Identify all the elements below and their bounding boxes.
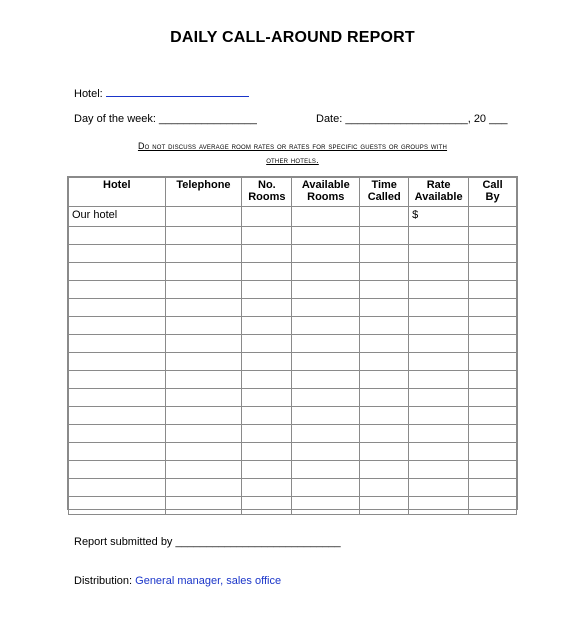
cell-available-rooms[interactable] bbox=[292, 425, 360, 443]
cell-time-called[interactable] bbox=[360, 335, 409, 353]
cell-available-rooms[interactable] bbox=[292, 263, 360, 281]
cell-telephone[interactable] bbox=[165, 263, 242, 281]
cell-no-rooms[interactable] bbox=[242, 389, 292, 407]
cell-rate-available[interactable] bbox=[409, 335, 469, 353]
cell-hotel[interactable] bbox=[69, 407, 166, 425]
cell-hotel[interactable] bbox=[69, 245, 166, 263]
cell-call-by[interactable] bbox=[469, 227, 517, 245]
table-row bbox=[69, 407, 517, 425]
distribution-value: General manager, sales office bbox=[135, 575, 282, 587]
cell-hotel[interactable] bbox=[69, 371, 166, 389]
cell-telephone[interactable] bbox=[165, 227, 242, 245]
cell-available-rooms[interactable] bbox=[292, 281, 360, 299]
cell-no-rooms[interactable] bbox=[242, 407, 292, 425]
cell-time-called[interactable] bbox=[360, 443, 409, 461]
cell-hotel[interactable] bbox=[69, 263, 166, 281]
hotel-label: Hotel: bbox=[74, 88, 103, 100]
cell-hotel[interactable]: Our hotel bbox=[69, 207, 166, 227]
cell-time-called[interactable] bbox=[360, 371, 409, 389]
cell-time-called[interactable] bbox=[360, 461, 409, 479]
cell-no-rooms[interactable] bbox=[242, 497, 292, 515]
cell-hotel[interactable] bbox=[69, 335, 166, 353]
call-around-table bbox=[68, 177, 517, 515]
cell-time-called[interactable] bbox=[360, 263, 409, 281]
header-time-called: Time Called bbox=[360, 178, 409, 207]
header-rate-available: Rate Available bbox=[409, 178, 469, 207]
cell-telephone[interactable] bbox=[165, 443, 242, 461]
cell-available-rooms[interactable] bbox=[292, 407, 360, 425]
cell-call-by[interactable] bbox=[469, 389, 517, 407]
cell-time-called[interactable] bbox=[360, 425, 409, 443]
day-of-week-field[interactable]: Day of the week: ________________ bbox=[74, 113, 257, 125]
table-row bbox=[69, 461, 517, 479]
header-no-rooms: No. Rooms bbox=[242, 178, 292, 207]
table-row bbox=[69, 497, 517, 515]
notice-line-1: Do not discuss average room rates or rates for specific guests or groups with bbox=[137, 141, 448, 151]
cell-no-rooms[interactable] bbox=[242, 479, 292, 497]
cell-hotel[interactable] bbox=[69, 479, 166, 497]
header-available-rooms: Available Rooms bbox=[292, 178, 360, 207]
cell-available-rooms[interactable] bbox=[292, 389, 360, 407]
cell-call-by[interactable] bbox=[469, 263, 517, 281]
table-row bbox=[69, 371, 517, 389]
cell-hotel[interactable] bbox=[69, 317, 166, 335]
cell-time-called[interactable] bbox=[360, 353, 409, 371]
date-field[interactable]: Date: ____________________, 20 ___ bbox=[316, 113, 508, 125]
cell-call-by[interactable] bbox=[469, 317, 517, 335]
cell-rate-available[interactable] bbox=[409, 227, 469, 245]
cell-time-called[interactable] bbox=[360, 317, 409, 335]
table-row bbox=[69, 245, 517, 263]
cell-call-by[interactable] bbox=[469, 299, 517, 317]
table-row bbox=[69, 317, 517, 335]
cell-telephone[interactable] bbox=[165, 371, 242, 389]
cell-time-called[interactable] bbox=[360, 299, 409, 317]
cell-rate-available[interactable] bbox=[409, 389, 469, 407]
cell-time-called[interactable] bbox=[360, 407, 409, 425]
cell-rate-available[interactable] bbox=[409, 299, 469, 317]
cell-no-rooms[interactable] bbox=[242, 353, 292, 371]
cell-time-called[interactable] bbox=[360, 245, 409, 263]
cell-call-by[interactable] bbox=[469, 443, 517, 461]
cell-no-rooms[interactable] bbox=[242, 207, 292, 227]
cell-call-by[interactable] bbox=[469, 497, 517, 515]
cell-telephone[interactable] bbox=[165, 497, 242, 515]
cell-telephone[interactable] bbox=[165, 425, 242, 443]
cell-no-rooms[interactable] bbox=[242, 335, 292, 353]
cell-call-by[interactable] bbox=[469, 207, 517, 227]
cell-no-rooms[interactable] bbox=[242, 443, 292, 461]
table-row bbox=[69, 389, 517, 407]
cell-telephone[interactable] bbox=[165, 245, 242, 263]
cell-rate-available[interactable] bbox=[409, 479, 469, 497]
hotel-blank-line[interactable] bbox=[106, 87, 249, 97]
cell-call-by[interactable] bbox=[469, 335, 517, 353]
cell-time-called[interactable] bbox=[360, 227, 409, 245]
cell-time-called[interactable] bbox=[360, 479, 409, 497]
cell-telephone[interactable] bbox=[165, 317, 242, 335]
cell-rate-available[interactable] bbox=[409, 353, 469, 371]
cell-hotel[interactable] bbox=[69, 353, 166, 371]
cell-call-by[interactable] bbox=[469, 245, 517, 263]
cell-telephone[interactable] bbox=[165, 207, 242, 227]
cell-hotel[interactable] bbox=[69, 281, 166, 299]
table-row bbox=[69, 299, 517, 317]
cell-no-rooms[interactable] bbox=[242, 317, 292, 335]
table-row bbox=[69, 281, 517, 299]
distribution-label: Distribution: bbox=[74, 575, 133, 587]
cell-rate-available[interactable] bbox=[409, 425, 469, 443]
cell-rate-available[interactable] bbox=[409, 263, 469, 281]
cell-telephone[interactable] bbox=[165, 389, 242, 407]
cell-available-rooms[interactable] bbox=[292, 479, 360, 497]
cell-available-rooms[interactable] bbox=[292, 461, 360, 479]
cell-telephone[interactable] bbox=[165, 299, 242, 317]
cell-no-rooms[interactable] bbox=[242, 227, 292, 245]
cell-available-rooms[interactable] bbox=[292, 317, 360, 335]
cell-no-rooms[interactable] bbox=[242, 263, 292, 281]
cell-call-by[interactable] bbox=[469, 353, 517, 371]
cell-time-called[interactable] bbox=[360, 497, 409, 515]
header-call-by: Call By bbox=[469, 178, 517, 207]
cell-hotel[interactable] bbox=[69, 227, 166, 245]
cell-hotel[interactable] bbox=[69, 461, 166, 479]
cell-no-rooms[interactable] bbox=[242, 245, 292, 263]
table-row bbox=[69, 207, 517, 227]
cell-available-rooms[interactable] bbox=[292, 227, 360, 245]
table-row bbox=[69, 353, 517, 371]
table-row bbox=[69, 335, 517, 353]
notice-line-2: other hotels. bbox=[266, 155, 319, 165]
header-telephone: Telephone bbox=[165, 178, 242, 207]
cell-rate-available[interactable]: $ bbox=[409, 207, 469, 227]
cell-available-rooms[interactable] bbox=[292, 497, 360, 515]
cell-hotel[interactable] bbox=[69, 443, 166, 461]
cell-call-by[interactable] bbox=[469, 425, 517, 443]
table-row bbox=[69, 443, 517, 461]
confidentiality-notice bbox=[60, 139, 525, 167]
cell-available-rooms[interactable] bbox=[292, 245, 360, 263]
distribution-row bbox=[74, 575, 281, 587]
cell-hotel[interactable] bbox=[69, 497, 166, 515]
cell-rate-available[interactable] bbox=[409, 443, 469, 461]
cell-no-rooms[interactable] bbox=[242, 461, 292, 479]
cell-rate-available[interactable] bbox=[409, 245, 469, 263]
cell-rate-available[interactable] bbox=[409, 461, 469, 479]
cell-call-by[interactable] bbox=[469, 371, 517, 389]
cell-hotel[interactable] bbox=[69, 299, 166, 317]
table-header-row bbox=[69, 178, 517, 207]
report-submitted-by-field[interactable]: Report submitted by ___________________________ bbox=[74, 536, 341, 548]
header-hotel: Hotel bbox=[69, 178, 166, 207]
cell-call-by[interactable] bbox=[469, 479, 517, 497]
cell-rate-available[interactable] bbox=[409, 317, 469, 335]
page-title: DAILY CALL-AROUND REPORT bbox=[170, 29, 415, 46]
cell-rate-available[interactable] bbox=[409, 407, 469, 425]
cell-no-rooms[interactable] bbox=[242, 371, 292, 389]
cell-available-rooms[interactable] bbox=[292, 207, 360, 227]
cell-telephone[interactable] bbox=[165, 479, 242, 497]
cell-no-rooms[interactable] bbox=[242, 425, 292, 443]
table-body bbox=[69, 207, 517, 515]
cell-call-by[interactable] bbox=[469, 281, 517, 299]
cell-hotel[interactable] bbox=[69, 425, 166, 443]
table-row bbox=[69, 263, 517, 281]
cell-call-by[interactable] bbox=[469, 461, 517, 479]
cell-telephone[interactable] bbox=[165, 407, 242, 425]
table-row bbox=[69, 425, 517, 443]
cell-available-rooms[interactable] bbox=[292, 443, 360, 461]
cell-rate-available[interactable] bbox=[409, 371, 469, 389]
cell-time-called[interactable] bbox=[360, 281, 409, 299]
cell-call-by[interactable] bbox=[469, 407, 517, 425]
cell-no-rooms[interactable] bbox=[242, 281, 292, 299]
cell-available-rooms[interactable] bbox=[292, 371, 360, 389]
cell-time-called[interactable] bbox=[360, 207, 409, 227]
cell-no-rooms[interactable] bbox=[242, 299, 292, 317]
table-row bbox=[69, 227, 517, 245]
cell-hotel[interactable] bbox=[69, 389, 166, 407]
cell-available-rooms[interactable] bbox=[292, 353, 360, 371]
hotel-field-row bbox=[74, 87, 249, 100]
cell-telephone[interactable] bbox=[165, 281, 242, 299]
cell-time-called[interactable] bbox=[360, 389, 409, 407]
cell-telephone[interactable] bbox=[165, 461, 242, 479]
table-row bbox=[69, 479, 517, 497]
cell-telephone[interactable] bbox=[165, 335, 242, 353]
cell-available-rooms[interactable] bbox=[292, 335, 360, 353]
cell-rate-available[interactable] bbox=[409, 497, 469, 515]
cell-telephone[interactable] bbox=[165, 353, 242, 371]
cell-available-rooms[interactable] bbox=[292, 299, 360, 317]
cell-rate-available[interactable] bbox=[409, 281, 469, 299]
